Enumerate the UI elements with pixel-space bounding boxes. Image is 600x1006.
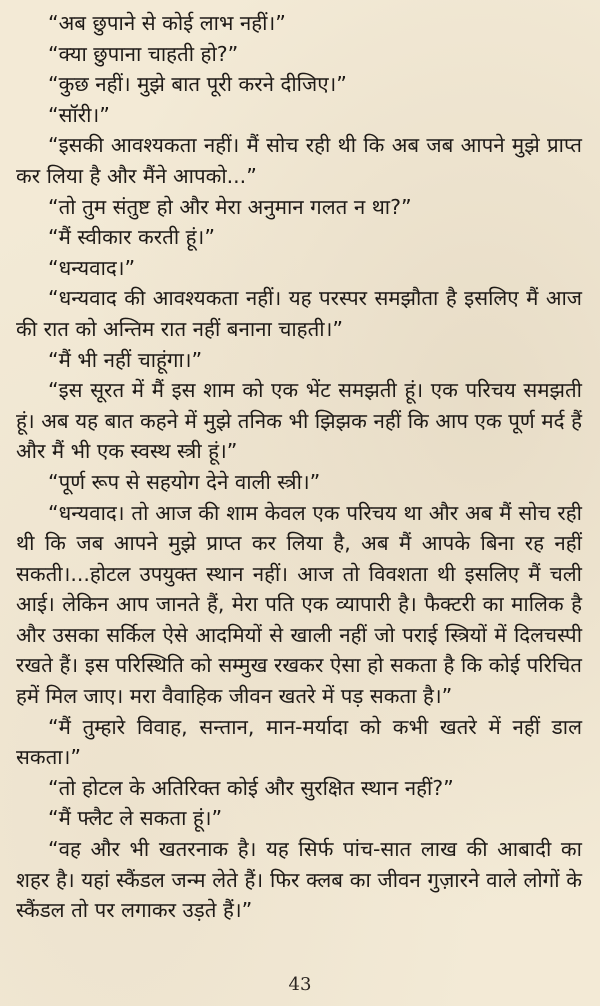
paragraph: “पूर्ण रूप से सहयोग देने वाली स्त्री।”	[48, 469, 321, 494]
paragraph: “इसकी आवश्यकता नहीं। मैं सोच रही थी कि अब जब आपने मुझे प्राप्त कर लिया है और मैंने आपको...”	[16, 133, 582, 188]
paragraph: “मैं स्वीकार करती हूं।”	[48, 225, 215, 250]
paragraph: “इस सूरत में मैं इस शाम को एक भेंट समझती हूं। एक परिचय समझती हूं। अब यह बात कहने में मुझे तनिक भी झिझक नहीं कि आप एक पूर्ण मर्द हैं और मैं भी एक स्वस्थ स्त्री हूं।”	[16, 378, 582, 464]
paragraph: “मैं भी नहीं चाहूंगा।”	[48, 347, 203, 372]
paragraph: “सॉरी।”	[48, 102, 110, 127]
paragraph: “कुछ नहीं। मुझे बात पूरी करने दीजिए।”	[48, 72, 347, 97]
paragraph: “धन्यवाद की आवश्यकता नहीं। यह परस्पर समझौता है इसलिए मैं आज की रात को अन्तिम रात नहीं बनाना चाहती।”	[16, 286, 582, 341]
page-number: 43	[288, 974, 312, 995]
paragraph: “धन्यवाद। तो आज की शाम केवल एक परिचय था और अब मैं सोच रही थी कि जब आपने मुझे प्राप्त कर लिया है, अब मैं आपके बिना रह नहीं सकती।...होटल उपयुक्त स्थान नहीं। आज तो विवशता थी इसलिए मैं चली आई। लेकिन आप जानते हैं, मेरा पति एक व्यापारी है। फैक्टरी का मालिक है और उसका सर्किल ऐसे आदमियों से खाली नहीं जो पराई स्त्रियों में दिलचस्पी रखते हैं। इस परिस्थिति को सम्मुख रखकर ऐसा हो सकता है कि कोई परिचित हमें मिल जाए। मरा वैवाहिक जीवन खतरे में पड़ सकता है।”	[16, 500, 582, 709]
paragraph: “मैं तुम्हारे विवाह, सन्तान, मान-मर्यादा को कभी खतरे में नहीं डाल सकता।”	[16, 714, 582, 770]
paragraph: “क्या छुपाना चाहती हो?”	[48, 41, 239, 66]
paragraph: “वह और भी खतरनाक है। यह सिर्फ पांच-सात लाख की आबादी का शहर है। यहां स्कैंडल जन्म लेते हैं। फिर क्लब का जीवन गुज़ारने वाले लोगों के स्कैंडल तो पर लगाकर उड़ते हैं।”	[16, 837, 582, 923]
paragraph: “तो होटल के अतिरिक्त कोई और सुरक्षित स्थान नहीं?”	[48, 775, 454, 800]
paragraph: “मैं फ्लैट ले सकता हूं।”	[48, 806, 223, 831]
paragraph: “धन्यवाद।”	[48, 255, 136, 280]
paragraph: “तो तुम संतुष्ट हो और मेरा अनुमान गलत न था?”	[48, 194, 412, 219]
paragraph: “अब छुपाने से कोई लाभ नहीं।”	[48, 11, 286, 35]
page-body-text	[16, 8, 582, 926]
